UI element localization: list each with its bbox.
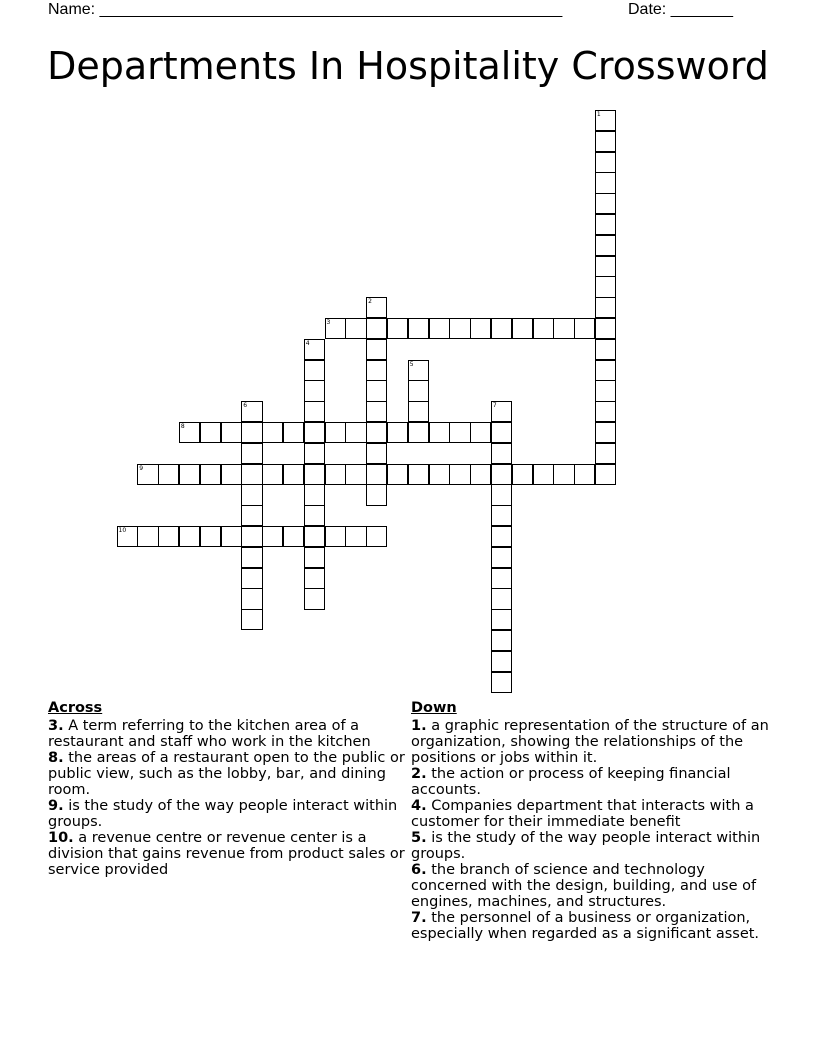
grid-cell[interactable] bbox=[179, 422, 200, 443]
grid-cell[interactable] bbox=[491, 568, 512, 589]
grid-cell[interactable] bbox=[595, 276, 616, 297]
grid-cell[interactable] bbox=[241, 401, 262, 422]
clue-text: the personnel of a business or organization, especially when regarded as a significant asset. bbox=[411, 910, 760, 942]
clue-text: is the study of the way people interact within groups. bbox=[48, 798, 398, 830]
grid-cell[interactable] bbox=[325, 526, 346, 547]
grid-cell[interactable] bbox=[241, 588, 262, 609]
grid-cell[interactable] bbox=[553, 464, 574, 485]
grid-number: 9 bbox=[139, 464, 144, 472]
grid-cell[interactable] bbox=[491, 464, 512, 485]
grid-cell[interactable] bbox=[366, 318, 387, 339]
down-clue-2 bbox=[411, 766, 776, 798]
grid-cell[interactable] bbox=[304, 360, 325, 381]
grid-cell[interactable] bbox=[304, 422, 325, 443]
grid-cell[interactable] bbox=[595, 464, 616, 485]
grid-cell[interactable] bbox=[366, 401, 387, 422]
clue-number: 1. bbox=[411, 718, 427, 734]
grid-cell[interactable] bbox=[221, 526, 242, 547]
grid-cell[interactable] bbox=[491, 318, 512, 339]
grid-cell[interactable] bbox=[595, 339, 616, 360]
clue-number: 3. bbox=[48, 718, 64, 734]
grid-cell[interactable] bbox=[345, 526, 366, 547]
grid-cell[interactable] bbox=[491, 588, 512, 609]
clue-text: Companies department that interacts with a customer for their immediate benefit bbox=[411, 798, 754, 830]
down-clue-1 bbox=[411, 718, 776, 766]
clue-text: the branch of science and technology concerned with the design, building, and use of engines, machines, and structures. bbox=[411, 862, 757, 910]
grid-cell[interactable] bbox=[304, 401, 325, 422]
grid-cell[interactable] bbox=[117, 526, 138, 547]
grid-cell[interactable] bbox=[158, 526, 179, 547]
grid-cell[interactable] bbox=[366, 464, 387, 485]
down-clues bbox=[411, 700, 776, 943]
grid-number: 8 bbox=[180, 423, 185, 430]
grid-cell[interactable] bbox=[366, 380, 387, 401]
grid-cell[interactable] bbox=[304, 484, 325, 505]
clue-number: 8. bbox=[48, 750, 64, 766]
clue-number: 5. bbox=[411, 830, 427, 846]
across-clue-8 bbox=[48, 750, 408, 798]
grid-cell[interactable] bbox=[387, 318, 408, 339]
grid-cell[interactable] bbox=[241, 422, 262, 443]
down-clue-4 bbox=[411, 798, 776, 830]
grid-cell[interactable] bbox=[137, 464, 158, 485]
grid-cell[interactable] bbox=[137, 526, 158, 547]
grid-cell[interactable] bbox=[595, 193, 616, 214]
grid-cell[interactable] bbox=[595, 360, 616, 381]
grid-cell[interactable] bbox=[241, 464, 262, 485]
grid-cell[interactable] bbox=[304, 505, 325, 526]
name-field[interactable]: Name: ____________________________________________________ bbox=[48, 1, 563, 18]
grid-cell[interactable] bbox=[491, 505, 512, 526]
grid-cell[interactable] bbox=[408, 318, 429, 339]
grid-cell[interactable] bbox=[387, 422, 408, 443]
grid-cell[interactable] bbox=[179, 464, 200, 485]
down-heading: Down bbox=[411, 700, 457, 716]
grid-cell[interactable] bbox=[574, 464, 595, 485]
grid-cell[interactable] bbox=[345, 422, 366, 443]
grid-cell[interactable] bbox=[158, 464, 179, 485]
grid-cell[interactable] bbox=[491, 651, 512, 672]
grid-cell[interactable] bbox=[262, 526, 283, 547]
grid-cell[interactable] bbox=[304, 443, 325, 464]
grid-cell[interactable] bbox=[491, 401, 512, 422]
grid-cell[interactable] bbox=[241, 484, 262, 505]
grid-cell[interactable] bbox=[221, 464, 242, 485]
grid-cell[interactable] bbox=[283, 422, 304, 443]
grid-cell[interactable] bbox=[408, 360, 429, 381]
down-clue-7 bbox=[411, 910, 776, 942]
grid-cell[interactable] bbox=[304, 339, 325, 360]
grid-cell[interactable] bbox=[595, 380, 616, 401]
grid-cell[interactable] bbox=[491, 484, 512, 505]
grid-cell[interactable] bbox=[304, 464, 325, 485]
grid-cell[interactable] bbox=[470, 318, 491, 339]
grid-cell[interactable] bbox=[533, 464, 554, 485]
clue-text: the action or process of keeping financial accounts. bbox=[411, 766, 731, 798]
grid-cell[interactable] bbox=[241, 443, 262, 464]
grid-cell[interactable] bbox=[241, 609, 262, 630]
grid-number: 3 bbox=[326, 319, 331, 326]
grid-cell[interactable] bbox=[241, 526, 262, 547]
grid-cell[interactable] bbox=[470, 422, 491, 443]
grid-number: 6 bbox=[243, 402, 248, 410]
grid-cell[interactable] bbox=[595, 256, 616, 277]
down-clue-6 bbox=[411, 862, 776, 910]
grid-cell[interactable] bbox=[595, 131, 616, 152]
grid-cell[interactable] bbox=[491, 422, 512, 443]
grid-cell[interactable] bbox=[304, 568, 325, 589]
grid-cell[interactable] bbox=[595, 401, 616, 422]
grid-number: 7 bbox=[492, 402, 497, 410]
grid-number: 10 bbox=[118, 527, 127, 534]
grid-cell[interactable] bbox=[366, 484, 387, 505]
grid-cell[interactable] bbox=[429, 318, 450, 339]
grid-cell[interactable] bbox=[449, 318, 470, 339]
grid-cell[interactable] bbox=[366, 526, 387, 547]
grid-number: 2 bbox=[368, 298, 372, 306]
grid-cell[interactable] bbox=[595, 214, 616, 235]
grid-cell[interactable] bbox=[179, 526, 200, 547]
grid-cell[interactable] bbox=[595, 152, 616, 173]
grid-cell[interactable] bbox=[283, 526, 304, 547]
grid-cell[interactable] bbox=[304, 547, 325, 568]
clue-text: A term referring to the kitchen area of a restaurant and staff who work in the kitchen bbox=[48, 718, 371, 750]
grid-cell[interactable] bbox=[595, 443, 616, 464]
grid-cell[interactable] bbox=[491, 609, 512, 630]
grid-cell[interactable] bbox=[408, 401, 429, 422]
down-clue-5 bbox=[411, 830, 776, 862]
clue-number: 9. bbox=[48, 798, 64, 814]
grid-cell[interactable] bbox=[241, 505, 262, 526]
grid-cell[interactable] bbox=[366, 443, 387, 464]
grid-cell[interactable] bbox=[304, 380, 325, 401]
grid-cell[interactable] bbox=[366, 297, 387, 318]
grid-cell[interactable] bbox=[595, 235, 616, 256]
grid-cell[interactable] bbox=[449, 464, 470, 485]
grid-cell[interactable] bbox=[325, 422, 346, 443]
grid-cell[interactable] bbox=[512, 464, 533, 485]
grid-cell[interactable] bbox=[200, 464, 221, 485]
date-field[interactable]: Date: _______ bbox=[628, 1, 733, 18]
across-clues bbox=[48, 700, 408, 878]
grid-cell[interactable] bbox=[491, 443, 512, 464]
grid-cell[interactable] bbox=[325, 464, 346, 485]
grid-cell[interactable] bbox=[533, 318, 554, 339]
grid-cell[interactable] bbox=[595, 422, 616, 443]
grid-cell[interactable] bbox=[262, 422, 283, 443]
clue-text: a graphic representation of the structure of an organization, showing the relationships of the positions or jobs within it. bbox=[411, 718, 769, 766]
grid-cell[interactable] bbox=[262, 464, 283, 485]
grid-cell[interactable] bbox=[241, 568, 262, 589]
grid-cell[interactable] bbox=[449, 422, 470, 443]
clue-number: 7. bbox=[411, 910, 427, 926]
grid-cell[interactable] bbox=[387, 464, 408, 485]
grid-cell[interactable] bbox=[491, 526, 512, 547]
grid-cell[interactable] bbox=[304, 526, 325, 547]
grid-cell[interactable] bbox=[366, 360, 387, 381]
grid-cell[interactable] bbox=[241, 547, 262, 568]
grid-cell[interactable] bbox=[408, 464, 429, 485]
across-clue-10 bbox=[48, 830, 408, 878]
grid-cell[interactable] bbox=[491, 672, 512, 693]
grid-cell[interactable] bbox=[304, 588, 325, 609]
clue-text: is the study of the way people interact within groups. bbox=[411, 830, 761, 862]
grid-cell[interactable] bbox=[512, 318, 533, 339]
grid-cell[interactable] bbox=[429, 422, 450, 443]
grid-cell[interactable] bbox=[408, 380, 429, 401]
across-heading: Across bbox=[48, 700, 103, 716]
grid-cell[interactable] bbox=[366, 339, 387, 360]
clue-number: 10. bbox=[48, 830, 74, 846]
clue-text: the areas of a restaurant open to the public or public view, such as the lobby, bar, and dining room. bbox=[48, 750, 405, 798]
grid-cell[interactable] bbox=[491, 630, 512, 651]
clue-number: 6. bbox=[411, 862, 427, 878]
clue-number: 2. bbox=[411, 766, 427, 782]
grid-cell[interactable] bbox=[283, 464, 304, 485]
grid-cell[interactable] bbox=[200, 526, 221, 547]
grid-cell[interactable] bbox=[408, 422, 429, 443]
grid-cell[interactable] bbox=[325, 318, 346, 339]
grid-number: 4 bbox=[305, 339, 310, 347]
page-title: Departments In Hospitality Crossword bbox=[47, 44, 769, 88]
grid-cell[interactable] bbox=[595, 172, 616, 193]
grid-cell[interactable] bbox=[595, 318, 616, 339]
across-clue-3 bbox=[48, 718, 408, 750]
grid-cell[interactable] bbox=[345, 318, 366, 339]
grid-cell[interactable] bbox=[491, 547, 512, 568]
grid-cell[interactable] bbox=[366, 422, 387, 443]
grid-number: 1 bbox=[596, 111, 601, 118]
grid-number: 5 bbox=[409, 360, 414, 368]
grid-cell[interactable] bbox=[574, 318, 595, 339]
grid-cell[interactable] bbox=[200, 422, 221, 443]
grid-cell[interactable] bbox=[221, 422, 242, 443]
grid-cell[interactable] bbox=[595, 297, 616, 318]
clue-number: 4. bbox=[411, 798, 427, 814]
across-clue-9 bbox=[48, 798, 408, 830]
grid-cell[interactable] bbox=[429, 464, 450, 485]
grid-cell[interactable] bbox=[470, 464, 491, 485]
clue-text: a revenue centre or revenue center is a division that gains revenue from product sales or service provided bbox=[48, 830, 405, 878]
grid-cell[interactable] bbox=[595, 110, 616, 131]
grid-cell[interactable] bbox=[345, 464, 366, 485]
grid-cell[interactable] bbox=[553, 318, 574, 339]
